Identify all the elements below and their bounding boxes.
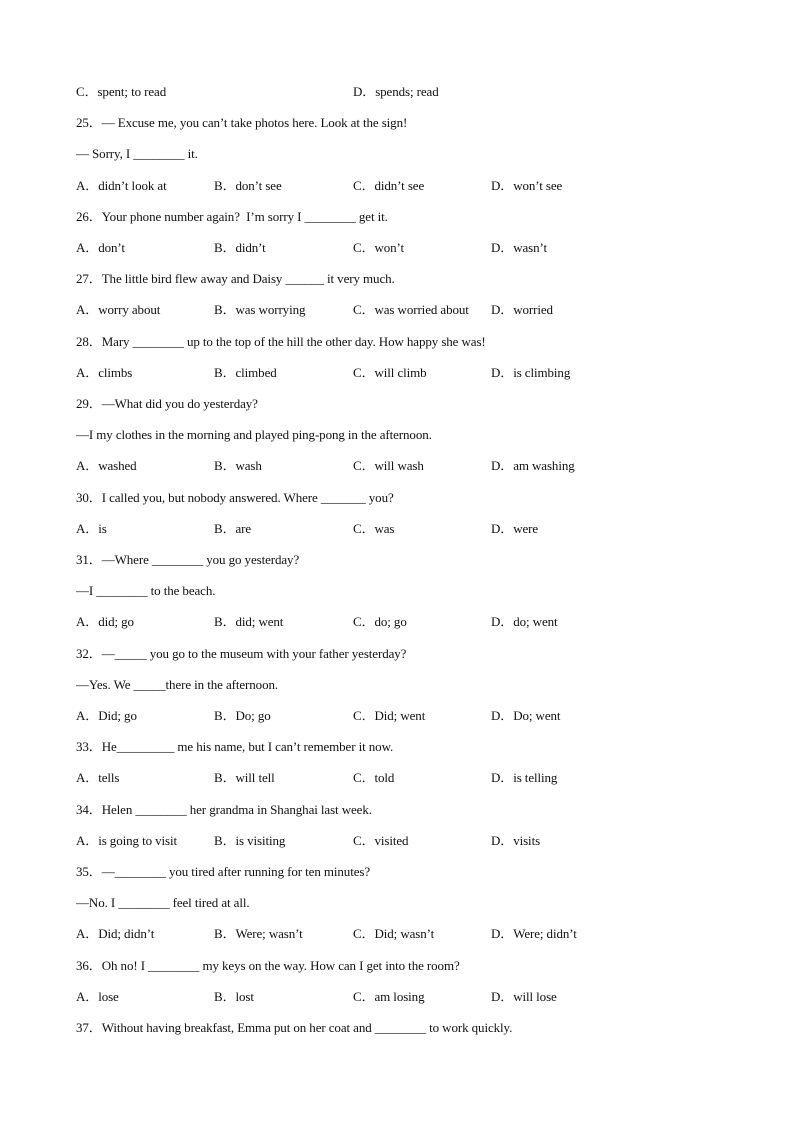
question-text: 35．—________ you tired after running for ten minutes? [76, 864, 370, 879]
option-c[interactable]: C．didn’t see [353, 177, 425, 193]
option-b[interactable]: B．didn’t [214, 240, 266, 255]
option-d[interactable]: D．Were; didn’t [491, 926, 577, 942]
question-text: 26．Your phone number again? I’m sorry I ________ get it. [76, 208, 388, 224]
option-c[interactable]: C．visited [353, 832, 409, 848]
option-d[interactable]: D．wasn’t [491, 240, 548, 255]
option-c[interactable]: C．was [353, 520, 395, 536]
option-d[interactable]: D．visits [491, 832, 541, 848]
option-b[interactable]: B．did; went [214, 614, 284, 630]
option-a[interactable]: A．lose [76, 988, 119, 1004]
option-d[interactable]: D．worried [491, 302, 553, 318]
option-a[interactable]: A．climbs [76, 364, 133, 380]
question-text: 25．— Excuse me, you can’t take photos here. Look at the sign! [76, 115, 408, 131]
option-a[interactable]: A．is going to visit [76, 832, 178, 848]
option-a[interactable]: A．worry about [76, 302, 161, 318]
question-text: —No. I ________ feel tired at all. [76, 895, 250, 911]
option-b[interactable]: B．was worrying [214, 302, 306, 318]
option-a[interactable]: A．Did; didn’t [76, 926, 155, 942]
question-text: —I ________ to the beach. [76, 583, 216, 599]
option-b[interactable]: B．lost [214, 988, 254, 1004]
option-a[interactable]: A．tells [76, 770, 120, 786]
option-d[interactable]: D．won’t see [491, 177, 563, 193]
option-c[interactable]: C．Did; wasn’t [353, 926, 435, 942]
question-text: 37．Without having breakfast, Emma put on her coat and ________ to work quickly. [76, 1020, 513, 1035]
question-text: 31．—Where ________ you go yesterday? [76, 552, 300, 567]
option-b[interactable]: B．will tell [214, 770, 275, 786]
question-text: 33．He_________ me his name, but I can’t remember it now. [76, 739, 394, 755]
option-c[interactable]: C．spent; to read [76, 84, 167, 99]
option-c[interactable]: C．am losing [353, 988, 425, 1004]
question-text: 28．Mary ________ up to the top of the hill the other day. How happy she was! [76, 333, 486, 349]
option-d[interactable]: D．Do; went [491, 708, 561, 723]
option-d[interactable]: D．do; went [491, 614, 558, 630]
option-b[interactable]: B．climbed [214, 364, 277, 380]
option-c[interactable]: C．will wash [353, 458, 424, 474]
option-c[interactable]: C．Did; went [353, 708, 426, 723]
option-b[interactable]: B．don’t see [214, 177, 282, 193]
option-c[interactable]: C．told [353, 770, 395, 786]
option-a[interactable]: A．Did; go [76, 708, 137, 723]
question-text: 36．Oh no! I ________ my keys on the way. How can I get into the room? [76, 957, 460, 973]
option-a[interactable]: A．is [76, 520, 107, 536]
question-text: 27．The little bird flew away and Daisy ______ it very much. [76, 271, 395, 287]
option-a[interactable]: A．washed [76, 458, 137, 474]
option-b[interactable]: B．is visiting [214, 832, 286, 848]
question-text: 32．—_____ you go to the museum with your father yesterday? [76, 645, 407, 661]
option-d[interactable]: D．is climbing [491, 364, 571, 380]
option-b[interactable]: B．Were; wasn’t [214, 926, 303, 942]
question-text: —I my clothes in the morning and played ping-pong in the afternoon. [76, 427, 432, 443]
option-d[interactable]: D．is telling [491, 770, 558, 786]
question-text: — Sorry, I ________ it. [76, 146, 198, 162]
option-c[interactable]: C．won’t [353, 240, 405, 255]
option-a[interactable]: A．did; go [76, 614, 134, 630]
option-d[interactable]: D．am washing [491, 458, 575, 474]
option-d[interactable]: D．will lose [491, 988, 557, 1004]
option-c[interactable]: C．will climb [353, 364, 427, 380]
question-text: 29．—What did you do yesterday? [76, 396, 258, 411]
option-a[interactable]: A．didn’t look at [76, 177, 167, 193]
option-b[interactable]: B．wash [214, 458, 262, 474]
option-d[interactable]: D．were [491, 520, 539, 536]
option-c[interactable]: C．was worried about [353, 302, 469, 318]
option-b[interactable]: B．are [214, 520, 252, 536]
option-d[interactable]: D．spends; read [353, 84, 439, 99]
question-text: —Yes. We _____there in the afternoon. [76, 676, 279, 692]
question-text: 30．I called you, but nobody answered. Where _______ you? [76, 489, 394, 505]
option-a[interactable]: A．don’t [76, 240, 125, 255]
option-b[interactable]: B．Do; go [214, 708, 271, 723]
question-text: 34．Helen ________ her grandma in Shanghai last week. [76, 801, 372, 817]
option-c[interactable]: C．do; go [353, 614, 407, 630]
